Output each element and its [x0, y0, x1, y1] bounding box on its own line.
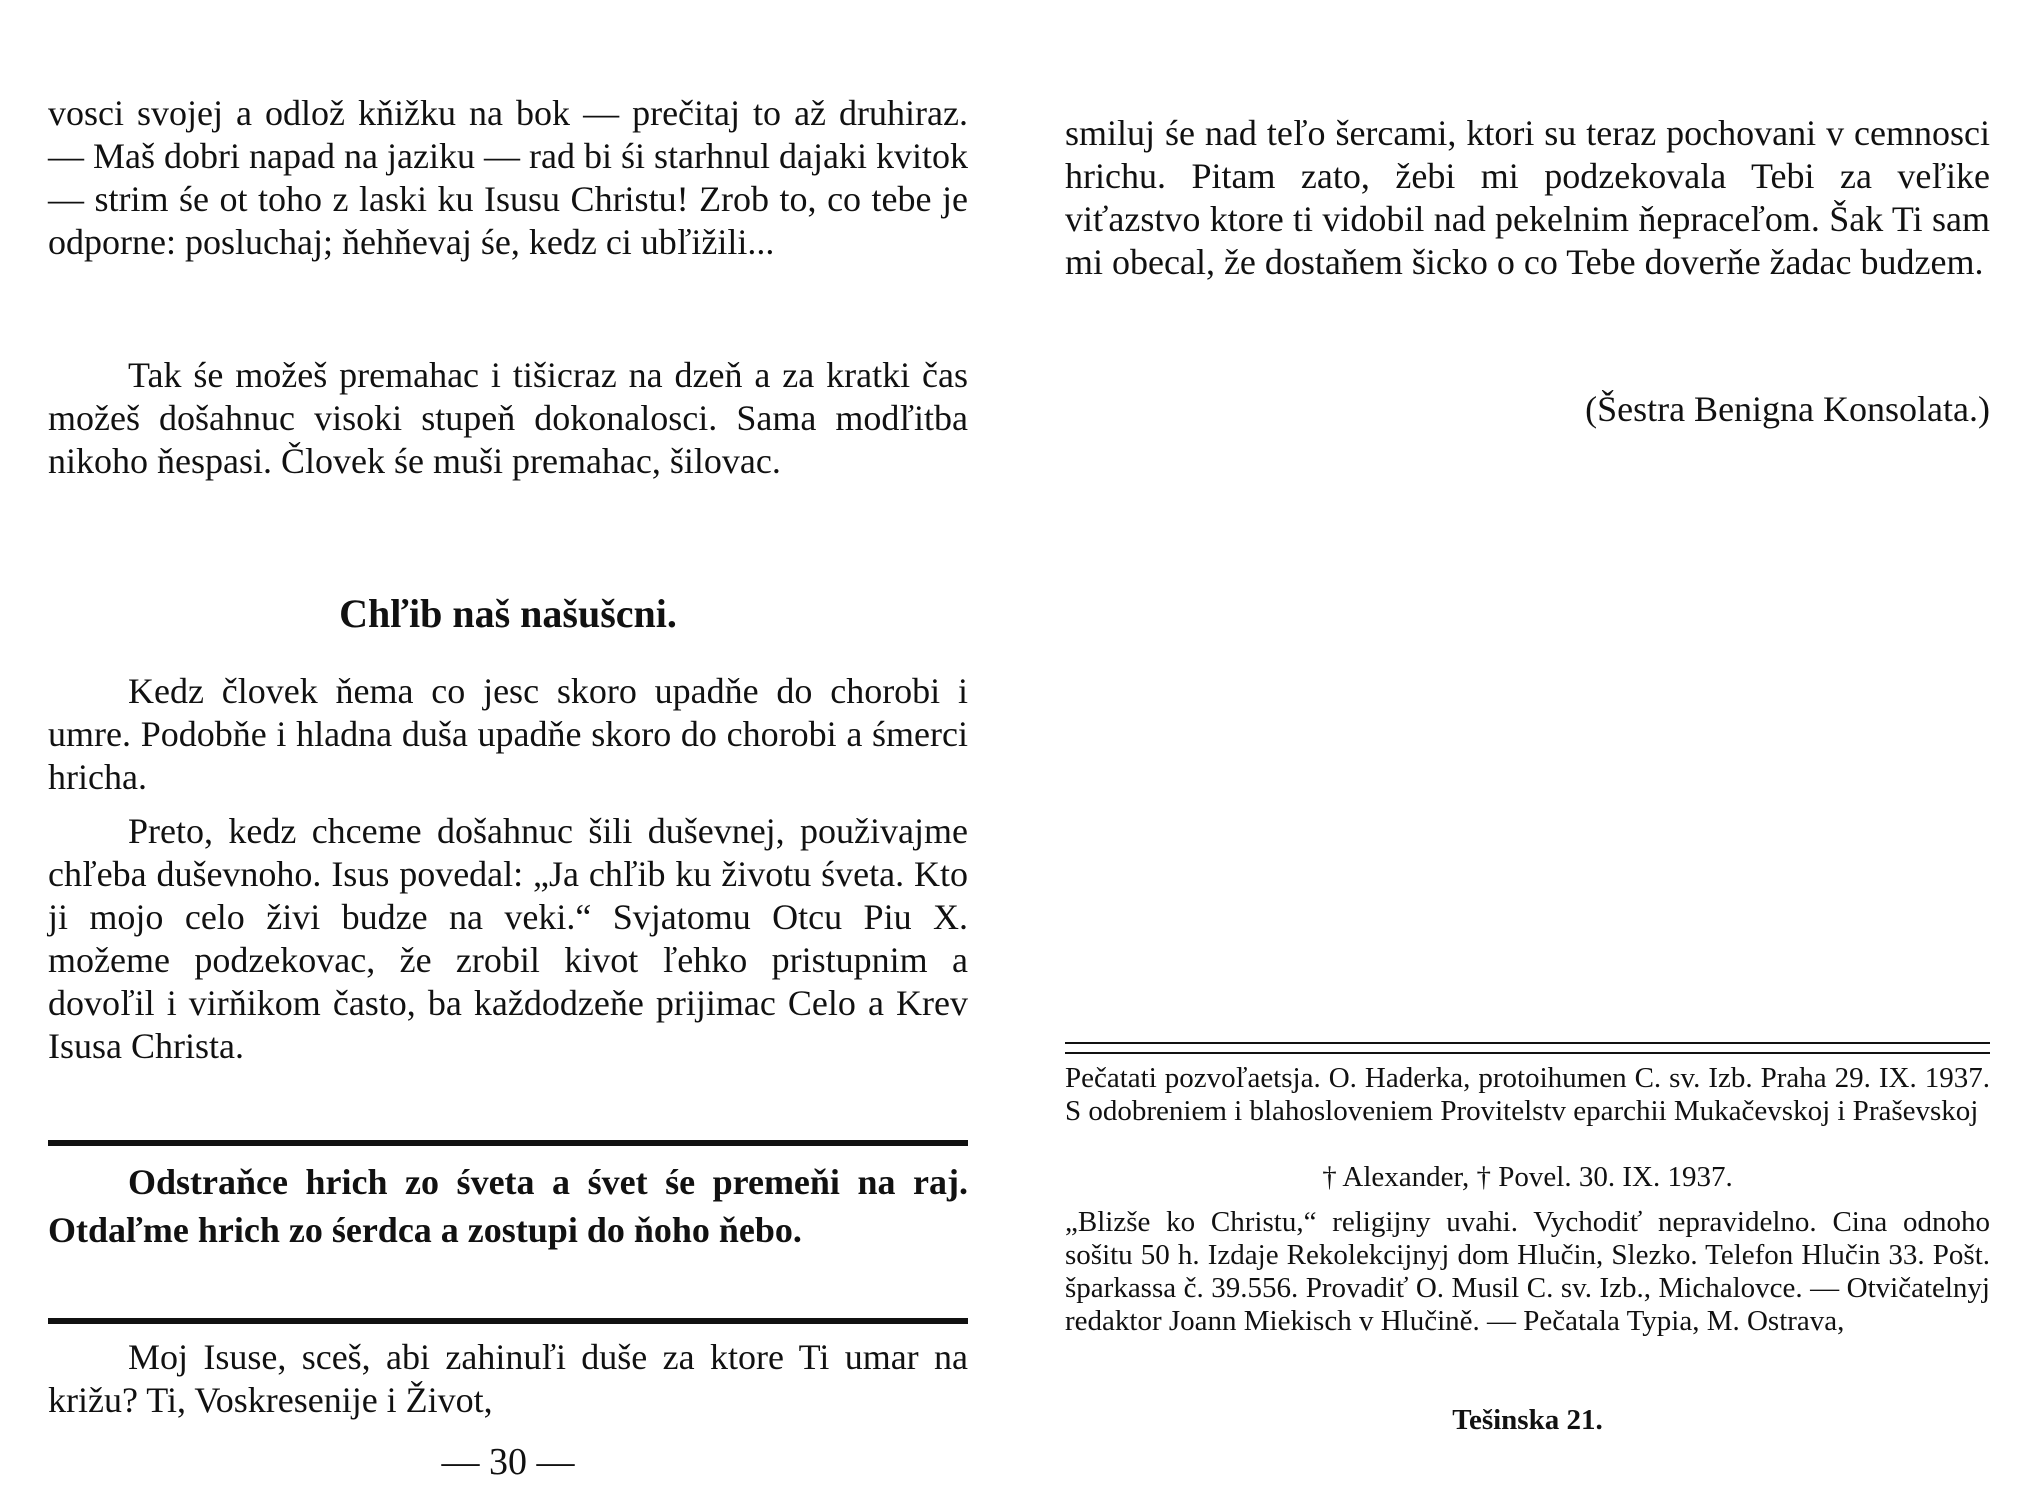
left-page	[48, 0, 968, 1500]
imprint-approval: Pečatati pozvoľaetsja. O. Haderka, protoihumen C. sv. Izb. Praha 29. IX. 1937. S odobreniem i blahosloveniem Provitelstv eparchii Mukačevskoj i Praševskoj	[1065, 1062, 1990, 1127]
imprint-rule-2	[1065, 1052, 1990, 1054]
attribution: (Šestra Benigna Konsolata.)	[1585, 389, 1990, 429]
left-paragraph-5: Moj Isuse, sceš, abi zahinuľi duše za ktore Ti umar na križu? Ti, Voskresenije i Život,	[48, 1337, 968, 1420]
boxed-quote: Odstraňce hrich zo śveta a śvet śe premeňi na raj. Otdaľme hrich zo śerdca a zostupi do ňoho ňebo.	[48, 1162, 968, 1250]
imprint-address: Tešinska 21.	[1452, 1404, 1603, 1436]
imprint-signature: † Alexander, † Povel. 30. IX. 1937.	[1322, 1161, 1733, 1193]
right-page	[1065, 0, 1990, 1500]
page-number: — 30 —	[441, 1441, 575, 1483]
top-rule	[48, 1140, 968, 1146]
left-paragraph-2: Tak śe možeš premahac i tišicraz na dzeň a za kratki čas možeš došahnuc visoki stupeň dokonalosci. Sama modľitba nikoho ňespasi. Človek śe muši premahac, šilovac.	[48, 355, 968, 481]
left-paragraph-4: Preto, kedz chceme došahnuc šili duševnej, použivajme chľeba duševnoho. Isus povedal: „Ja chľib ku životu śveta. Kto ji mojo celo živi budze na veki.“ Svjatomu Otcu Piu X. možeme podzekovac, že zrobil kivot ľehko pristupnim a dovoľil i virňikom často, ba každodzeňe prijimac Celo a Krev Isusa Christa.	[48, 811, 968, 1066]
imprint-publication: „Blizše ko Christu,“ religijny uvahi. Vychodiť nepravidelno. Cina odnoho sošitu 50 h. Izdaje Rekolekcijnyj dom Hlučin, Slezko. Telefon Hlučin 33. Pošt. šparkassa č. 39.556. Provadiť O. Musil C. sv. Izb., Michalovce. — Otvičatelnyj redaktor Joann Miekisch v Hlučině. — Pečatala Typia, M. Ostrava,	[1065, 1206, 1990, 1337]
left-paragraph-3: Kedz človek ňema co jesc skoro upadňe do chorobi i umre. Podobňe i hladna duša upadňe skoro do chorobi a śmerci hricha.	[48, 671, 968, 797]
right-paragraph-1: smiluj śe nad teľo šercami, ktori su teraz pochovani v cemnosci hrichu. Pitam zato, žebi mi podzekovala Tebi za veľike viťazstvo ktore ti vidobil nad pekelnim ňepraceľom. Šak Ti sam mi obecal, že dostaňem šicko o co Tebe doverňe žadac budzem.	[1065, 113, 1990, 282]
bottom-rule	[48, 1318, 968, 1324]
imprint-rule-1	[1065, 1042, 1990, 1044]
left-paragraph-1: vosci svojej a odlož kňižku na bok — prečitaj to až druhiraz. — Maš dobri napad na jaziku — rad bi śi starhnul dajaki kvitok — strim śe ot toho z laski ku Isusu Christu! Zrob to, co tebe je odporne: posluchaj; ňehňevaj śe, kedz ci ubľižili...	[48, 93, 968, 262]
section-heading: Chľib naš našušcni.	[339, 591, 677, 636]
